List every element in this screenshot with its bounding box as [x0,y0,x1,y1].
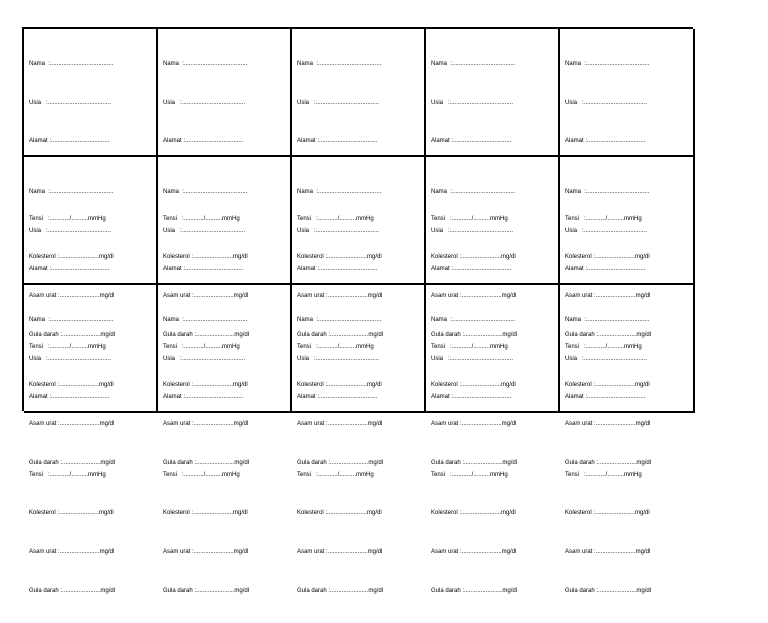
gula-darah-field: Gula darah :.......................mg/dl [29,331,116,338]
usia-field: Usia :...................................... [431,99,514,106]
asam-urat-field: Asam urat :........................mg/dl [297,549,383,556]
tensi-field: Tensi :............/..........mmHg [565,471,642,478]
nama-field: Nama :...................................... [565,188,650,195]
kolesterol-field: Kolesterol :........................mg/dl [297,382,382,389]
usia-field: Usia :...................................... [29,227,112,234]
usia-field: Usia :...................................... [163,227,246,234]
nama-field: Nama :...................................... [297,316,382,323]
asam-urat-field: Asam urat :........................mg/dl [29,421,115,428]
nama-field: Nama :...................................... [431,188,516,195]
usia-field: Usia :...................................... [29,355,112,362]
asam-urat-field: Asam urat :........................mg/dl [29,549,115,556]
patient-label-card [158,285,292,594]
tensi-field: Tensi :............/..........mmHg [29,343,106,350]
tensi-field: Tensi :............/..........mmHg [297,471,374,478]
kolesterol-field: Kolesterol :........................mg/dl [431,254,516,261]
nama-field: Nama :...................................... [29,316,114,323]
nama-field: Nama :...................................... [29,188,114,195]
alamat-field: Alamat :................................... [163,138,244,145]
spacer [29,430,156,443]
asam-urat-field: Asam urat :........................mg/dl [163,293,249,300]
gula-darah-field: Gula darah :.......................mg/dl [163,459,250,466]
usia-field: Usia :...................................... [163,355,246,362]
gula-darah-field: Gula darah :.......................mg/dl [163,587,250,594]
kolesterol-field: Kolesterol :........................mg/dl [431,510,516,517]
usia-field: Usia :...................................... [297,227,380,234]
gula-darah-field: Gula darah :.......................mg/dl [297,459,384,466]
asam-urat-field: Asam urat :........................mg/dl [297,421,383,428]
asam-urat-field: Asam urat :........................mg/dl [29,293,115,300]
asam-urat-field: Asam urat :........................mg/dl [163,421,249,428]
tensi-field: Tensi :............/..........mmHg [163,343,240,350]
tensi-field: Tensi :............/..........mmHg [431,471,508,478]
gula-darah-field: Gula darah :.......................mg/dl [297,587,384,594]
kolesterol-field: Kolesterol :........................mg/dl [565,382,650,389]
gula-darah-field: Gula darah :.......................mg/dl [565,459,652,466]
usia-field: Usia :...................................... [565,99,648,106]
alamat-field: Alamat :................................... [431,266,512,273]
patient-label-card [426,29,560,338]
nama-field: Nama :...................................... [163,188,248,195]
alamat-field: Alamat :................................... [297,138,378,145]
asam-urat-field: Asam urat :........................mg/dl [297,293,383,300]
asam-urat-field: Asam urat :........................mg/dl [565,549,651,556]
spacer [163,430,290,443]
patient-label-card [426,285,560,594]
alamat-field: Alamat :................................... [565,394,646,401]
usia-field: Usia :...................................... [297,99,380,106]
kolesterol-field: Kolesterol :........................mg/dl [565,510,650,517]
usia-field: Usia :...................................... [29,99,112,106]
tensi-field: Tensi :............/..........mmHg [163,215,240,222]
tensi-field: Tensi :............/..........mmHg [29,471,106,478]
spacer [431,430,558,443]
gula-darah-field: Gula darah :.......................mg/dl [29,459,116,466]
usia-field: Usia :...................................... [163,99,246,106]
nama-field: Nama :...................................... [431,316,516,323]
tensi-field: Tensi :............/..........mmHg [431,215,508,222]
tensi-field: Tensi :............/..........mmHg [297,215,374,222]
alamat-field: Alamat :................................... [297,394,378,401]
gula-darah-field: Gula darah :.......................mg/dl [297,331,384,338]
gula-darah-field: Gula darah :.......................mg/dl [431,331,518,338]
gula-darah-field: Gula darah :.......................mg/dl [565,587,652,594]
tensi-field: Tensi :............/..........mmHg [431,343,508,350]
usia-field: Usia :...................................... [565,227,648,234]
patient-label-card [158,29,292,338]
alamat-field: Alamat :................................... [29,138,110,145]
nama-field: Nama :...................................... [163,60,248,67]
alamat-field: Alamat :................................... [163,394,244,401]
alamat-field: Alamat :................................... [565,138,646,145]
alamat-field: Alamat :................................... [29,394,110,401]
asam-urat-field: Asam urat :........................mg/dl [565,293,651,300]
alamat-field: Alamat :................................... [163,266,244,273]
kolesterol-field: Kolesterol :........................mg/dl [29,382,114,389]
alamat-field: Alamat :................................... [565,266,646,273]
patient-label-card [292,29,426,338]
alamat-field: Alamat :................................... [431,138,512,145]
asam-urat-field: Asam urat :........................mg/dl [431,421,517,428]
kolesterol-field: Kolesterol :........................mg/dl [297,254,382,261]
kolesterol-field: Kolesterol :........................mg/dl [565,254,650,261]
usia-field: Usia :...................................... [431,227,514,234]
asam-urat-field: Asam urat :........................mg/dl [163,549,249,556]
patient-label-card [158,157,292,466]
gula-darah-field: Gula darah :.......................mg/dl [431,587,518,594]
kolesterol-field: Kolesterol :........................mg/dl [29,510,114,517]
tensi-field: Tensi :............/..........mmHg [163,471,240,478]
kolesterol-field: Kolesterol :........................mg/dl [163,510,248,517]
asam-urat-field: Asam urat :........................mg/dl [431,549,517,556]
label-sheet [22,27,693,594]
kolesterol-field: Kolesterol :........................mg/dl [29,254,114,261]
tensi-field: Tensi :............/..........mmHg [565,343,642,350]
nama-field: Nama :...................................... [565,60,650,67]
spacer [565,430,693,443]
gula-darah-field: Gula darah :.......................mg/dl [163,331,250,338]
patient-label-card [426,157,560,466]
patient-label-card [560,285,695,594]
nama-field: Nama :...................................... [565,316,650,323]
nama-field: Nama :...................................... [431,60,516,67]
usia-field: Usia :...................................... [431,355,514,362]
alamat-field: Alamat :................................... [297,266,378,273]
nama-field: Nama :...................................... [29,60,114,67]
nama-field: Nama :...................................... [297,60,382,67]
usia-field: Usia :...................................... [565,355,648,362]
patient-label-card [24,29,158,338]
asam-urat-field: Asam urat :........................mg/dl [431,293,517,300]
patient-label-card [24,157,158,466]
alamat-field: Alamat :................................... [29,266,110,273]
gula-darah-field: Gula darah :.......................mg/dl [431,459,518,466]
patient-label-card [292,285,426,594]
spacer [297,430,424,443]
kolesterol-field: Kolesterol :........................mg/dl [163,254,248,261]
patient-label-card [560,29,695,338]
nama-field: Nama :...................................... [297,188,382,195]
patient-label-card [24,285,158,594]
tensi-field: Tensi :............/..........mmHg [29,215,106,222]
gula-darah-field: Gula darah :.......................mg/dl [565,331,652,338]
asam-urat-field: Asam urat :........................mg/dl [565,421,651,428]
nama-field: Nama :...................................... [163,316,248,323]
tensi-field: Tensi :............/..........mmHg [297,343,374,350]
kolesterol-field: Kolesterol :........................mg/dl [163,382,248,389]
tensi-field: Tensi :............/..........mmHg [565,215,642,222]
gula-darah-field: Gula darah :.......................mg/dl [29,587,116,594]
kolesterol-field: Kolesterol :........................mg/dl [431,382,516,389]
usia-field: Usia :...................................... [297,355,380,362]
alamat-field: Alamat :................................... [431,394,512,401]
patient-label-card [560,157,695,466]
patient-label-card [292,157,426,466]
kolesterol-field: Kolesterol :........................mg/dl [297,510,382,517]
